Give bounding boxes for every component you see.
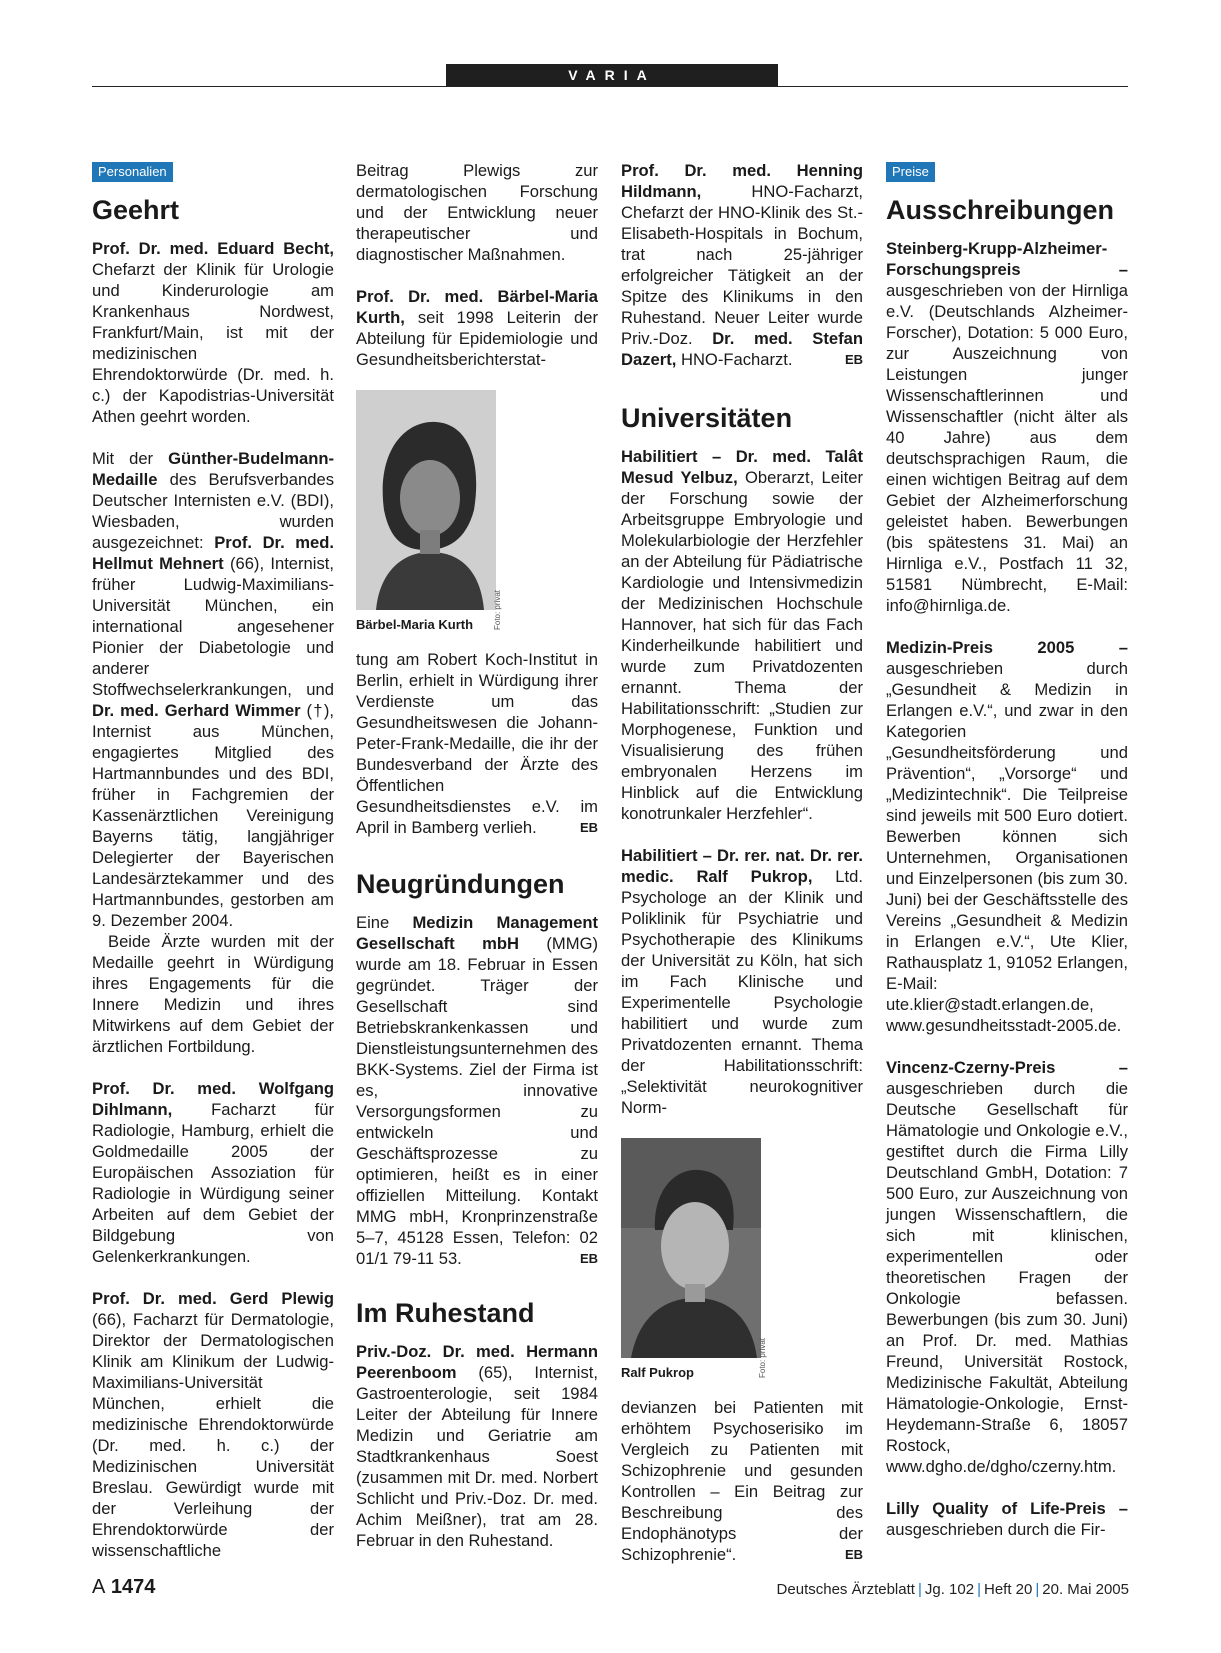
heading-neugruendungen: Neugründungen — [356, 869, 565, 899]
paragraph: Priv.-Doz. Dr. med. Hermann Peerenboom (65), Internist, Gastroenterologie, seit 1984 Leiter der Abteilung für Innere Medizin und Geriatrie am Stadtkrankenhaus Soest (zusammen mit Dr. med. Norbert Schlicht und Priv.-Doz. Dr. med. Achim Meißner), trat am 28. Februar in den Ruhestand. — [356, 1342, 598, 1550]
paragraph: Prof. Dr. med. Gerd Plewig (66), Facharzt für Dermatologie, Direktor der Dermatologischen Klinik am Klinikum der Ludwig-Maximilians-Universität München, erhielt die medizinische Ehrendoktorwürde (Dr. med. h. c.) der Medizinischen Universität Breslau. Gewürdigt wurde mit der Verleihung der Ehrendoktorwürde der wissenschaftliche — [92, 1289, 334, 1560]
paragraph: Beitrag Plewigs zur dermatologischen Forschung und der Entwicklung neuer therapeutischer und diagnostischer Maßnahmen. — [356, 161, 598, 264]
journal-date: 20. Mai 2005 — [1042, 1581, 1129, 1598]
paragraph: Prof. Dr. med. Bärbel-Maria Kurth, seit 1998 Leiterin der Abteilung für Epidemiologie und Gesundheitsberichterstat- — [356, 287, 598, 369]
paragraph: Mit der Günther-Budelmann-Medaille des Berufsverbandes Deutscher Internisten e.V. (BDI), Wiesbaden, wurden ausgezeichnet: Prof. Dr. med. Hellmut Mehnert (66), Internist, früher Ludwig-Maximilians-Universität München, ein international angesehener Pionier der Diabetologie und anderer Stoffwechselerkrankungen, und Dr. med. Gerhard Wimmer (†), Internist aus München, engagiertes Mitglied des Hartmannbundes und des BDI, früher in Fachgremien der Kassenärztlichen Vereinigung Bayerns tätig, langjähriger Delegierter der Bayerischen Landesärztekammer und des Hartmannbundes, gestorben am 9. Dezember 2004. — [92, 449, 334, 930]
paragraph: Lilly Quality of Life-Preis – ausgeschrieben durch die Fir- — [886, 1499, 1128, 1539]
heading-universitaeten: Universitäten — [621, 403, 793, 433]
category-tag-preise: Preise — [886, 162, 935, 182]
category-tag-personalien: Personalien — [92, 162, 173, 182]
photo-credit: Foto: privat — [493, 590, 502, 631]
journal-volume: Jg. 102 — [924, 1581, 975, 1598]
author-initials: EB — [844, 1547, 863, 1562]
paragraph: Steinberg-Krupp-Alzheimer-Forschungspreis – ausgeschrieben von der Hirnliga e.V. (Deutschlands Alzheimer-Forscher), Dotation: 5 000 Euro, zur Auszeichnung von Leistungen junger Wissenschaftlerinnen und Wissenschaftler (nicht älter als 40 Jahre) aus dem deutschsprachigen Raum, die einen wichtigen Beitrag auf dem Gebiet der Alzheimerforschung geleistet haben. Bewerbungen (bis spätestens 31. Mai) an Hirnliga e.V., Postfach 11 32, 51581 Nümbrecht, E-Mail: info@hirnliga.de. — [886, 239, 1128, 615]
page-number: A 1474 — [92, 1576, 156, 1598]
section-header: VARIA — [446, 64, 778, 86]
photo-caption: Ralf Pukrop — [621, 1365, 694, 1380]
paragraph: Habilitiert – Dr. med. Talât Mesud Yelbuz, Oberarzt, Leiter der Forschung sowie der Arbeitsgruppe Embryologie und Molekularbiologie der Herzfehler an der Abteilung für Pädiatrische Kardiologie und Intensivmedizin der Medizinischen Hochschule Hannover, hat sich für das Fach Kinderheilkunde habilitiert und wurde zum Privatdozenten ernannt. Thema der Habilitationsschrift: „Studien zur Morphogenese, Funktion und Visualisierung des frühen embryonalen Herzens im Hinblick auf die Entwicklung konotrunkaler Herzfehler“. — [621, 447, 863, 823]
paragraph: Prof. Dr. med. Henning Hildmann, HNO-Facharzt, Chefarzt der HNO-Klinik des St.-Elisabeth-Hospitals in Bochum, trat nach 25-jähriger erfolgreicher Tätigkeit an der Spitze des Klinikums in den Ruhestand. Neuer Leiter wurde Priv.-Doz. Dr. med. Stefan Dazert, HNO-Facharzt. EB — [621, 161, 863, 369]
author-initials: EB — [579, 820, 598, 835]
paragraph: Eine Medizin Management Gesellschaft mbH (MMG) wurde am 18. Februar in Essen gegründet. Träger der Gesellschaft sind Betriebskrankenkassen und Dienstleistungsunternehmen des BKK-Systems. Ziel der Firma ist es, innovative Versorgungsformen zu entwickeln und Geschäftsprozesse zu optimieren, heißt es in einer offiziellen Mitteilung. Kontakt MMG mbH, Kronprinzenstraße 5–7, 45128 Essen, Telefon: 02 01/1 79-11 53. EB — [356, 913, 599, 1268]
heading-ausschreibungen: Ausschreibungen — [886, 195, 1115, 225]
header-rule — [92, 86, 1128, 87]
journal-footer: Deutsches Ärzteblatt | Jg. 102 | Heft 20 | 20. Mai 2005 — [776, 1581, 1129, 1598]
paragraph: devianzen bei Patienten mit erhöhtem Psychoserisiko im Vergleich zu Patienten mit Schizophrenie und gesunden Kontrollen – Ein Beitrag zur Beschreibung des Endophänotyps der Schizophrenie“. EB — [621, 1398, 863, 1564]
photo-caption: Bärbel-Maria Kurth — [356, 617, 474, 632]
paragraph: Medizin-Preis 2005 – ausgeschrieben durch „Gesundheit & Medizin in Erlangen e.V.“, und zwar in den Kategorien „Gesundheitsförderung und Prävention“, „Vorsorge“ und „Medizintechnik“. Die Teilpreise sind jeweils mit 500 Euro dotiert. Bewerben können sich Unternehmen, Organisationen und Einzelpersonen (bis zum 30. Juni) bei der Geschäftsstelle des Vereins „Gesundheit & Medizin in Erlangen e.V.“, Ute Klier, Rathausplatz 1, 91052 Erlangen, E-Mail: ute.klier@stadt.erlangen.de, www.gesundheitsstadt-2005.de. — [886, 638, 1128, 1035]
paragraph: tung am Robert Koch-Institut in Berlin, erhielt in Würdigung ihrer Verdienste um das Gesundheitswesen die Johann-Peter-Frank-Medaille, die ihr der Bundesverband der Ärzte des Öffentlichen Gesundheitsdienstes e.V. im April in Bamberg verlieh. EB — [356, 650, 598, 837]
heading-im-ruhestand: Im Ruhestand — [356, 1298, 535, 1328]
column-1 — [92, 160, 334, 1561]
column-3 — [621, 160, 863, 1565]
author-initials: EB — [579, 1251, 598, 1266]
photo-credit: Foto: privat — [758, 1338, 767, 1379]
author-initials: EB — [844, 352, 863, 367]
paragraph: Prof. Dr. med. Eduard Becht, Chefarzt der Klinik für Urologie und Kinderurologie am Krankenhaus Nordwest, Frankfurt/Main, ist mit der medizinischen Ehrendoktorwürde (Dr. med. h. c.) der Kapodistrias-Universität Athen geehrt worden. — [92, 239, 334, 426]
journal-issue: Heft 20 — [983, 1581, 1033, 1598]
journal-name: Deutsches Ärzteblatt — [776, 1581, 915, 1598]
paragraph: Beide Ärzte wurden mit der Medaille geehrt in Würdigung ihres Engagements für die Innere Medizin und ihres Mitwirkens auf dem Gebiet der ärztlichen Fortbildung. — [92, 932, 334, 1056]
paragraph: Habilitiert – Dr. rer. nat. Dr. rer. medic. Ralf Pukrop, Ltd. Psychologe an der Klinik und Poliklinik für Psychiatrie und Psychotherapie des Klinikums der Universität zu Köln, hat sich im Fach Klinische und Experimentelle Psychologie habilitiert und wurde zum Privatdozenten ernannt. Thema der Habilitationsschrift: „Selektivität neurokognitiver Norm- — [621, 846, 863, 1117]
heading-geehrt: Geehrt — [92, 195, 180, 225]
paragraph: Prof. Dr. med. Wolfgang Dihlmann, Facharzt für Radiologie, Hamburg, erhielt die Goldmedaille 2005 der Europäischen Assoziation für Radiologie in Würdigung seiner Arbeiten auf dem Gebiet der Bildgebung von Gelenkerkrankungen. — [92, 1079, 334, 1266]
column-4 — [886, 160, 1128, 1540]
column-2 — [356, 160, 598, 1551]
paragraph: Vincenz-Czerny-Preis – ausgeschrieben durch die Deutsche Gesellschaft für Hämatologie und Onkologie e.V., gestiftet durch die Firma Lilly Deutschland GmbH, Dotation: 7 500 Euro, zur Auszeichnung von jungen Wissenschaftlern, die sich mit klinischen, experimentellen oder theoretischen Fragen der Onkologie befassen. Bewerbungen (bis zum 30. Juni) an Prof. Dr. med. Mathias Freund, Universität Rostock, Medizinische Fakultät, Abteilung Hämatologie-Onkologie, Ernst-Heydemann-Straße 6, 18057 Rostock, www.dgho.de/dgho/czerny.htm. — [886, 1058, 1129, 1476]
